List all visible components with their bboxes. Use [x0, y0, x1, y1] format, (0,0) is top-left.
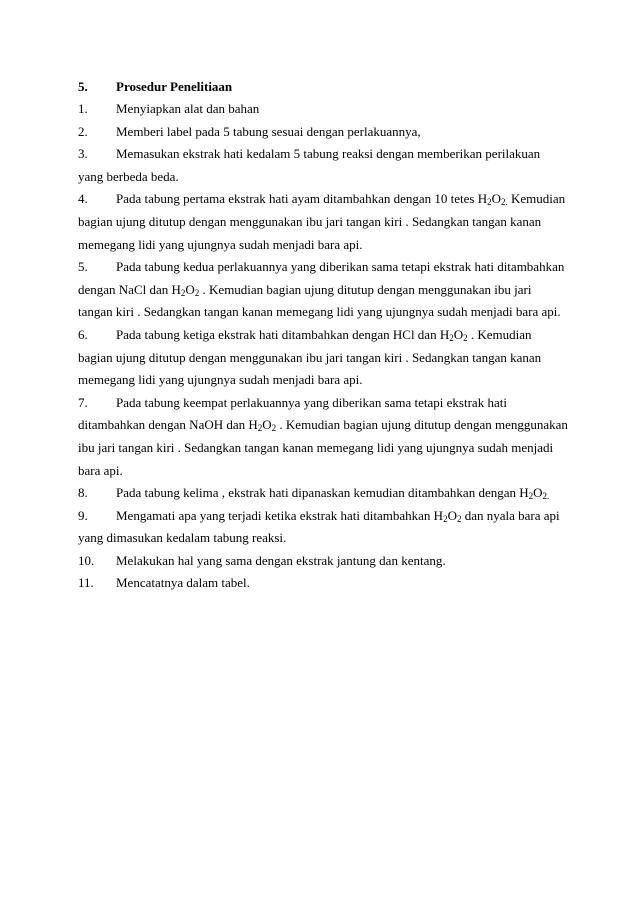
step-number: 9. [78, 507, 88, 523]
step-text: Mengamati apa yang terjadi ketika ekstrak hati ditambahkan H [116, 507, 444, 523]
step-number: 2. [78, 123, 88, 139]
step-text: Pada tabung pertama ekstrak hati ayam ditambahkan dengan 10 tetes H [116, 191, 488, 207]
step-text: Kemudian bagian ujung ditutup dengan menggunakan ibu jari tangan kiri . Sedangkan tangan kanan memegang lidi yang ujungnya sudah menjadi bara api. [78, 191, 566, 252]
section-title: Prosedur Penelitiaan [116, 79, 233, 94]
subscript: 2 [528, 491, 534, 502]
step-number: 4. [78, 191, 88, 207]
section-heading [78, 76, 568, 98]
subscript: 2 [257, 423, 263, 434]
procedure-list [78, 98, 568, 595]
step-text: dan nyala bara api yang dimasukan kedalam tabung reaksi. [78, 507, 560, 546]
step-text: Melakukan hal yang sama dengan ekstrak jantung dan kentang. [116, 552, 446, 568]
procedure-step [78, 550, 568, 573]
step-number: 10. [78, 552, 95, 568]
step-text: Pada tabung kelima , ekstrak hati dipanaskan kemudian ditambahkan dengan H [116, 485, 529, 501]
section-number: 5. [78, 79, 88, 94]
procedure-step [78, 143, 568, 188]
procedure-step [78, 121, 568, 144]
procedure-step [78, 392, 568, 482]
step-number: 7. [78, 394, 88, 410]
step-text: O [185, 281, 195, 297]
step-number: 5. [78, 259, 88, 275]
step-text: Mencatatnya dalam tabel. [116, 575, 250, 591]
procedure-step [78, 505, 568, 550]
step-text: . Kemudian bagian ujung ditutup dengan menggunakan ibu jari tangan kiri . Sedangkan tangan kanan memegang lidi yang ujungnya sudah menjadi bara api. [78, 281, 561, 320]
step-number: 8. [78, 485, 88, 501]
subscript: 2 [487, 197, 492, 208]
step-number: 6. [78, 326, 88, 342]
subscript: 2 [271, 423, 277, 434]
procedure-step [78, 98, 568, 121]
subscript: 2 [194, 287, 200, 298]
procedure-step [78, 324, 568, 392]
step-number: 11. [78, 575, 94, 591]
step-text: O [491, 191, 501, 207]
subscript: 2. [501, 197, 508, 208]
subscript: 2 [449, 332, 454, 343]
document-content [78, 76, 568, 595]
step-text: . Kemudian bagian ujung ditutup dengan menggunakan ibu jari tangan kiri . Sedangkan tangan kanan memegang lidi yang ujungnya sudah menjadi bara api. [78, 326, 542, 388]
step-text: Pada tabung ketiga ekstrak hati ditambahkan dengan HCl dan H [116, 326, 450, 342]
step-text: Memasukan ekstrak hati kedalam 5 tabung reaksi dengan memberikan perilakuan yang berbeda beda. [78, 146, 541, 184]
step-text: Memberi label pada 5 tabung sesuai dengan perlakuannya, [116, 123, 421, 139]
step-text: Menyiapkan alat dan bahan [116, 101, 260, 116]
step-number: 1. [78, 101, 88, 116]
subscript: 2 [180, 287, 186, 298]
procedure-step [78, 572, 568, 595]
step-text: Pada tabung kedua perlakuannya yang diberikan sama tetapi ekstrak hati ditambahkan dengan NaCl dan H [78, 259, 565, 297]
step-text: O [447, 507, 457, 523]
step-text: Pada tabung keempat perlakuannya yang diberikan sama tetapi ekstrak hati ditambahkan dengan NaOH dan H [78, 394, 507, 433]
procedure-step [78, 256, 568, 324]
step-text: O [533, 485, 543, 501]
step-text: . Kemudian bagian ujung ditutup dengan menggunakan ibu jari tangan kiri . Sedangkan tangan kanan memegang lidi yang ujungnya sudah menjadi bara api. [78, 417, 568, 478]
step-text: O [262, 417, 272, 433]
step-number: 3. [78, 146, 88, 162]
subscript: 2. [542, 491, 550, 502]
subscript: 2 [463, 332, 468, 343]
subscript: 2 [456, 513, 462, 524]
subscript: 2 [443, 513, 448, 524]
procedure-step [78, 188, 568, 256]
step-text: O [453, 326, 464, 342]
procedure-step [78, 482, 568, 505]
